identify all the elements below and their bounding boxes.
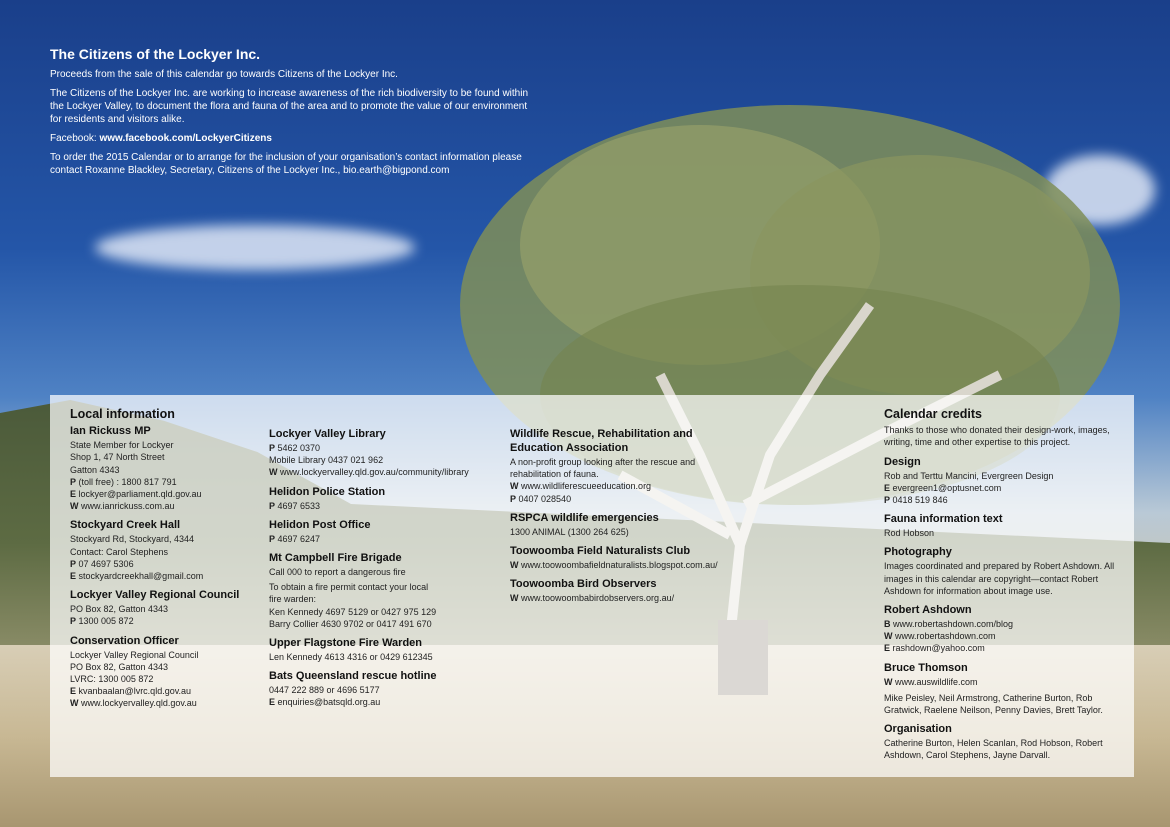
thomson-heading: Bruce Thomson (884, 661, 968, 674)
phone-label: P (269, 443, 276, 453)
design-heading: Design (884, 455, 921, 468)
rspca-name: RSPCA wildlife emergencies (510, 511, 659, 524)
wildlife-rescue-phone (510, 493, 740, 505)
library-line: Mobile Library 0437 021 962 (269, 455, 384, 466)
phone-label: P (269, 500, 276, 511)
email-label: E (269, 697, 276, 708)
design-line: Rob and Terttu Mancini, Evergreen Design (884, 470, 1054, 481)
phone-value: (toll free) : 1800 817 791 (76, 476, 177, 487)
fire-line: To obtain a fire permit contact your local fire warden: (269, 582, 429, 605)
local-information-column (70, 408, 260, 710)
ashdown-email[interactable] (884, 642, 1119, 654)
conservation-name: Conservation Officer (70, 634, 179, 647)
web-value[interactable]: www.wildliferescueeducation.org (518, 481, 652, 492)
intro-title: The Citizens of the Lockyer Inc. (50, 46, 261, 62)
ashdown-heading: Robert Ashdown (884, 604, 972, 617)
library-phone (269, 442, 494, 454)
services-column (269, 427, 494, 709)
council-line: PO Box 82, Gatton 4343 (70, 604, 169, 615)
conservation-email[interactable] (70, 685, 260, 697)
web-value[interactable]: www.auswildlife.com (892, 676, 978, 687)
email-label: E (70, 489, 77, 500)
photography-line: Images coordinated and prepared by Robert Ashdown. All images in this calendar are copyright—contact Robert Ashdown for information about image use. (884, 561, 1115, 596)
thomson-web[interactable] (884, 676, 1119, 688)
phone-label: P (70, 616, 77, 627)
web-label: W (884, 631, 893, 642)
design-phone (884, 494, 1119, 506)
local-information-heading: Local information (70, 407, 175, 421)
phone-value: 07 4697 5306 (76, 558, 134, 569)
email-label: E (884, 643, 891, 654)
library-name: Lockyer Valley Library (269, 428, 386, 440)
fire-brigade-name: Mt Campbell Fire Brigade (269, 552, 402, 565)
fauna-text-heading: Fauna information text (884, 513, 1003, 526)
info-panel (50, 395, 1134, 777)
stockyard-line: Contact: Carol Stephens (70, 546, 169, 557)
email-value[interactable]: enquiries@batsqld.org.au (275, 697, 381, 708)
organisation-heading: Organisation (884, 723, 952, 736)
rickuss-line: Shop 1, 47 North Street (70, 452, 165, 463)
stockyard-phone (70, 558, 260, 570)
web-label: W (70, 501, 79, 512)
bats-line: 0447 222 889 or 4696 5177 (269, 685, 380, 696)
rickuss-line: State Member for Lockyer (70, 440, 174, 451)
web-label: W (510, 593, 519, 604)
phone-value: 0407 028540 (516, 493, 572, 504)
web-value[interactable]: www.toowoombabirdobservers.org.au/ (518, 593, 675, 604)
fire-line: Barry Collier 4630 9702 or 0417 491 670 (269, 618, 432, 629)
council-name: Lockyer Valley Regional Council (70, 589, 240, 602)
phone-value: 5462 0370 (275, 443, 321, 453)
phone-label: P (884, 495, 891, 506)
facebook-label: Facebook: (50, 133, 100, 144)
phone-value: 1300 005 872 (76, 616, 134, 627)
wildlife-rescue-name: Wildlife Rescue, Rehabilitation and Education Association (510, 428, 693, 454)
intro-description: The Citizens of the Lockyer Inc. are working to increase awareness of the rich biodiversity to be found within the Lockyer Valley, to document the flora and fauna of the area and to promote the value of our environment for residents and visitors alike. (50, 88, 529, 125)
fire-line: Call 000 to report a dangerous fire (269, 567, 406, 578)
stockyard-email[interactable] (70, 570, 260, 582)
intro-proceeds: Proceeds from the sale of this calendar go towards Citizens of the Lockyer Inc. (50, 69, 398, 80)
email-value[interactable]: evergreen1@optusnet.com (890, 482, 1002, 493)
wildlife-rescue-line: A non-profit group looking after the rescue and rehabilitation of fauna. (510, 457, 696, 480)
conservation-line: Lockyer Valley Regional Council (70, 649, 199, 660)
phone-label: P (70, 558, 77, 569)
web-label: W (70, 698, 79, 709)
stockyard-line: Stockyard Rd, Stockyard, 4344 (70, 534, 195, 545)
rickuss-web[interactable] (70, 500, 260, 512)
council-phone (70, 615, 260, 627)
email-label: E (70, 686, 77, 697)
naturalists-web[interactable] (510, 559, 740, 571)
web-label: W (269, 467, 278, 478)
web-value[interactable]: www.toowoombafieldnaturalists.blogspot.com.au/ (518, 560, 718, 571)
wildlife-rescue-web[interactable] (510, 480, 740, 492)
conservation-line: LVRC: 1300 005 872 (70, 674, 154, 685)
bird-observers-name: Toowoomba Bird Observers (510, 578, 657, 591)
email-label: E (884, 482, 891, 493)
conservation-line: PO Box 82, Gatton 4343 (70, 661, 169, 672)
ashdown-blog[interactable] (884, 618, 1119, 630)
bats-name: Bats Queensland rescue hotline (269, 670, 437, 683)
web-value[interactable]: www.robertashdown.com (892, 631, 996, 642)
bird-observers-web[interactable] (510, 592, 740, 604)
phone-value: 0418 519 846 (890, 495, 948, 506)
conservation-web[interactable] (70, 697, 260, 709)
calendar-credits-column (884, 408, 1119, 762)
rickuss-line: Gatton 4343 (70, 464, 120, 475)
rickuss-phone (70, 476, 260, 488)
phone-label: P (70, 476, 77, 487)
naturalists-name: Toowoomba Field Naturalists Club (510, 545, 691, 558)
police-phone (269, 500, 494, 512)
design-email[interactable] (884, 482, 1119, 494)
post-office-name: Helidon Post Office (269, 518, 371, 531)
rickuss-name: Ian Rickuss MP (70, 425, 151, 438)
fire-line: Ken Kennedy 4697 5129 or 0427 975 129 (269, 606, 437, 617)
photographers-line: Mike Peisley, Neil Armstrong, Catherine Burton, Rob Gratwick, Raelene Neilson, Penny Davies, Brett Taylor. (884, 692, 1103, 716)
email-value[interactable]: rashdown@yahoo.com (890, 643, 985, 654)
police-name: Helidon Police Station (269, 485, 386, 498)
blog-value[interactable]: www.robertashdown.com/blog (890, 619, 1014, 630)
flagstone-line: Len Kennedy 4613 4316 or 0429 612345 (269, 652, 433, 663)
web-value[interactable]: www.lockyervalley.qld.gov.au/community/library (277, 467, 469, 478)
intro-block (50, 46, 530, 183)
ashdown-web[interactable] (884, 630, 1119, 642)
email-label: E (70, 571, 77, 582)
cloud (95, 225, 415, 270)
web-label: W (884, 676, 893, 687)
calendar-credits-heading: Calendar credits (884, 407, 982, 421)
blog-label: B (884, 619, 891, 630)
phone-value: 4697 6533 (275, 500, 321, 511)
web-value[interactable]: www.lockyervalley.qld.gov.au (78, 698, 197, 709)
phone-label: P (510, 493, 517, 504)
credits-thanks: Thanks to those who donated their design-work, images, writing, time and other expertise to this project. (884, 425, 1110, 448)
rspca-line: 1300 ANIMAL (1300 264 625) (510, 526, 629, 537)
facebook-link[interactable]: www.facebook.com/LockyerCitizens (99, 133, 272, 144)
email-value[interactable]: kvanbaalan@lvrc.qld.gov.au (76, 686, 192, 697)
intro-facebook (50, 132, 530, 145)
email-value[interactable]: lockyer@parliament.qld.gov.au (76, 489, 202, 500)
bats-email[interactable] (269, 696, 494, 708)
email-value[interactable]: stockyardcreekhall@gmail.com (76, 571, 204, 582)
library-web[interactable] (269, 466, 494, 478)
web-label: W (510, 481, 519, 492)
fauna-text-line: Rod Hobson (884, 528, 935, 539)
phone-value: 4697 6247 (275, 533, 321, 544)
intro-order: To order the 2015 Calendar or to arrange for the inclusion of your organisation’s contact information please contact Roxanne Blackley, Secretary, Citizens of the Lockyer Inc., bio.earth@bigpond.com (50, 152, 522, 176)
web-value[interactable]: www.ianrickuss.com.au (78, 501, 175, 512)
photography-heading: Photography (884, 546, 952, 559)
rickuss-email[interactable] (70, 488, 260, 500)
web-label: W (510, 560, 519, 571)
organisation-line: Catherine Burton, Helen Scanlan, Rod Hobson, Robert Ashdown, Carol Stephens, Jayne Darvall. (884, 738, 1103, 761)
phone-label: P (269, 533, 276, 544)
flagstone-name: Upper Flagstone Fire Warden (269, 637, 423, 650)
stockyard-name: Stockyard Creek Hall (70, 519, 181, 532)
wildlife-column (510, 427, 740, 604)
post-office-phone (269, 533, 494, 545)
